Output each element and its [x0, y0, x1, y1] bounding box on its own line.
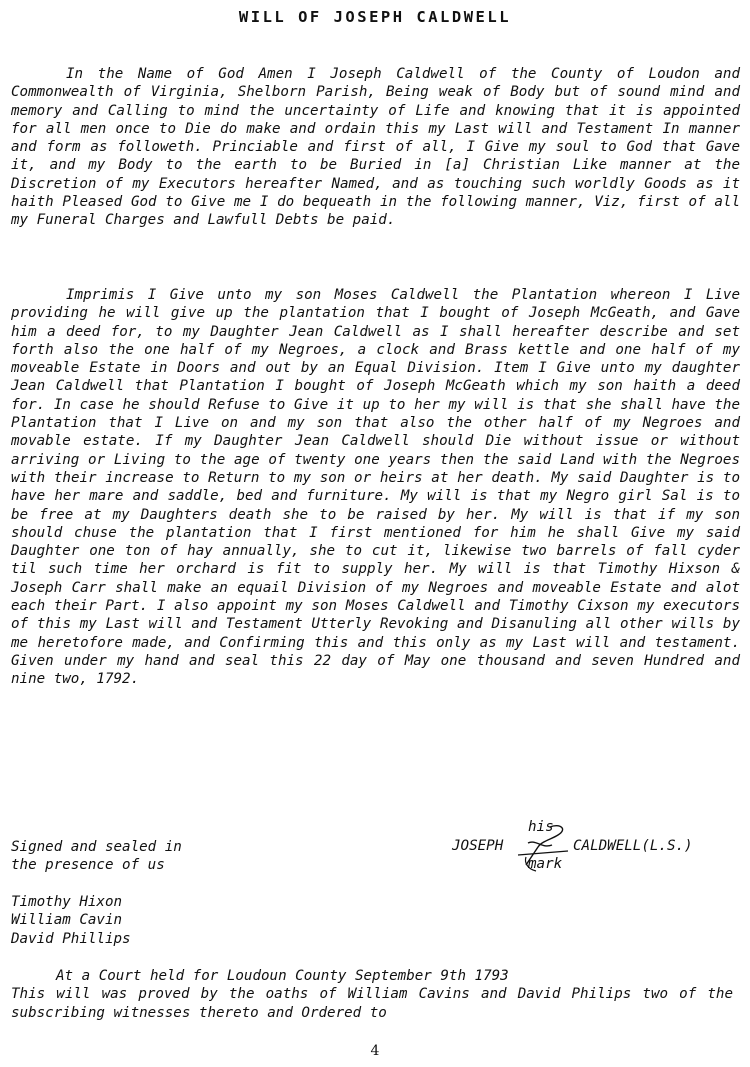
signature-last-name: CALDWELL(L.S.)	[573, 838, 693, 854]
will-bequests-text: Imprimis I Give unto my son Moses Caldwell the Plantation whereon I Live providing he will give up the plantation that I bought of Joseph McGeath, and Gave him a deed for, to my Daughter Jean Caldwell as I shall hereafter describe and set forth also the one half of my Negroes, a clock and Brass kettle and one half of my moveable Estate in Doors and out by an Equal Division. Item I Give unto my daughter Jean Caldwell that Plantation I bought of Joseph McGeath which my son haith a deed for. In case he should Refuse to Give it up to her my will is that she shall have the Plantation that I Live on and my son that also the other half of my Negroes and movable estate. If my Daughter Jean Caldwell should Die without issue or without arriving or Living to the age of twenty one years then the said Land with the Negroes with their increase to Return to my son or heirs at her death. My said Daughter is to have her mare and saddle, bed and furniture. My will is that my Negro girl Sal is to be free at my Daughters death she to be raised by her. My will is that if my son should chuse the plantation that I first mentioned for him he shall Give my said Daughter one ton of hay annually, she to cut it, likewise two barrels of fall cyder til such time her orchard is fit to supply her. My will is that Timothy Hixson & Joseph Carr shall make an equail Division of my Negroes and moveable Estate and alot each their Part. I also appoint my son Moses Caldwell and Timothy Cixson my executors of this my Last will and Testament Utterly Revoking and Disanuling all other wills by me heretofore made, and Confirming this and this only as my Last will and testament. Given under my hand and seal this 22 day of May one thousand and seven Hundred and nine two, 1792.	[11, 287, 740, 688]
signed-sealed-line-1: Signed and sealed in	[11, 839, 182, 855]
witness-list	[11, 893, 131, 948]
will-preamble-paragraph	[11, 65, 740, 230]
page-number: 4	[370, 1043, 380, 1059]
signed-sealed-line-2: the presence of us	[11, 857, 165, 874]
court-probate-note	[11, 967, 733, 1022]
document-title: WILL OF JOSEPH CALDWELL	[238, 8, 512, 26]
signature-mark-label: mark	[528, 856, 563, 872]
witness-name: Timothy Hixon	[11, 894, 123, 910]
signature-first-name: JOSEPH	[452, 838, 504, 854]
court-proved-text: This will was proved by the oaths of William Cavins and David Philips two of the subscribing witnesses thereto and Ordered to	[11, 986, 733, 1021]
signed-sealed-block	[11, 838, 182, 875]
will-preamble-text: In the Name of God Amen I Joseph Caldwell of the County of Loudon and Commonwealth of Virginia, Shelborn Parish, Being weak of Body but of sound mind and memory and Calling to mind the uncertainty of Life and knowing that it is appointed for all men once to Die do make and ordain this my Last will and Testament In manner and form as followeth. Princiable and first of all, I Give my soul to God that Gave it, and my Body to the earth to be Buried in [a] Christian Like manner at the Discretion of my Executors hereafter Named, and as touching such worldly Goods as it haith Pleased God to Give me I do bequeath in the following manner, Viz, first of all my Funeral Charges and Lawfull Debts be paid.	[11, 66, 740, 229]
will-bequests-paragraph	[11, 286, 740, 689]
witness-name: David Phillips	[11, 930, 131, 947]
court-date-line: At a Court held for Loudoun County September 9th 1793	[56, 968, 509, 984]
signature-his-label: his	[528, 819, 554, 835]
testator-signature-mark	[452, 819, 750, 881]
witness-name: William Cavin	[11, 912, 123, 929]
